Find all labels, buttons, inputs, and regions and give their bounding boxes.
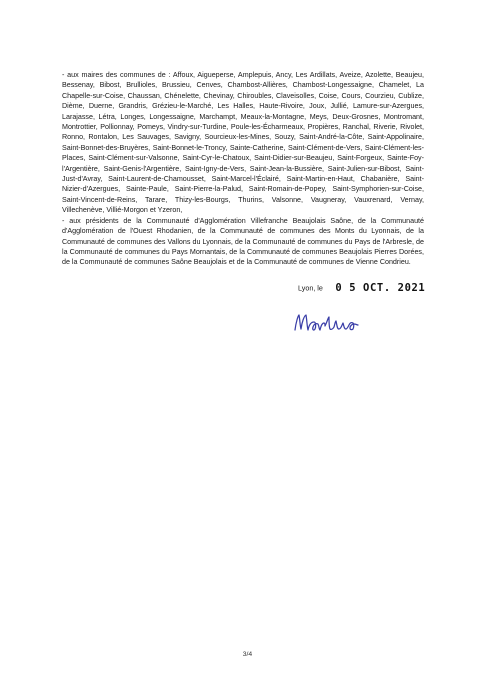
paragraph-maires: - aux maires des communes de : Affoux, Aigueperse, Amplepuis, Ancy, Les Ardillats, Aveize, Azolette, Beaujeu, Bessenay, Bibost, Brullioles, Brussieu, Cenves, Chambost-Allières, Chambost-Longessaigne, Chamelet, La Chapelle-sur-Coise, Chaussan, Chénelette, Chevinay, Chiroubles, Claveisolles, Coise, Cours, Courzieu, Cublize, Dième, Duerne, Grandris, Grézieu-le-Marché, Les Halles, Haute-Rivoire, Joux, Jullié, Lamure-sur-Azergues, Larajasse, Létra, Longes, Longessaigne, Marchampt, Meaux-la-Montagne, Meys, Deux-Grosnes, Montromant, Montrottier, Pollionnay, Pomeys, Vindry-sur-Turdine, Poule-les-Écharmeaux, Propières, Ranchal, Riverie, Rivolet, Ronno, Rontalon, Les Sauvages, Savigny, Sourcieux-les-Mines, Souzy, Saint-André-la-Côte, Saint-Appolinaire, Saint-Bonnet-des-Bruyères, Saint-Bonnet-le-Troncy, Sainte-Catherine, Saint-Clément-de-Vers, Saint-Clément-les-Places, Saint-Clément-sur-Valsonne, Saint-Cyr-le-Chatoux, Saint-Didier-sur-Beaujeu, Saint-Forgeux, Sainte-Foy-l'Argentière, Saint-Genis-l'Argentière, Saint-Igny-de-Vers, Saint-Jean-la-Bussière, Saint-Julien-sur-Bibost, Saint-Just-d'Avray, Saint-Laurent-de-Chamousset, Saint-Marcel-l'Éclairé, Saint-Martin-en-Haut, Chabanière, Saint-Nizier-d'Azergues, Sainte-Paule, Saint-Pierre-la-Palud, Saint-Romain-de-Popey, Saint-Symphorien-sur-Coise, Saint-Vincent-de-Reins, Tarare, Thizy-les-Bourgs, Thurins, Valsonne, Vaugneray, Vauxrenard, Vernay, Villechenève, Villié-Morgon et Yzeron, xyxy=(62,71,424,215)
date-line xyxy=(298,279,428,297)
document-body xyxy=(62,70,424,268)
date-stamp: 0 5 OCT. 2021 xyxy=(335,281,426,295)
paragraph-presidents: - aux présidents de la Communauté d'Agglomération Villefranche Beaujolais Saône, de la Communauté d'Agglomération de l'Ouest Rhodanien, de la Communauté de communes des Monts du Lyonnais, de la Communauté de communes des Vallons du Lyonnais, de la Communauté de communes du Pays de l'Arbresle, de la Communauté de communes du Pays Mornantais, de la Communauté de communes Beaujolais Pierres Dorées, de la Communauté de communes Saône Beaujolais et de la Communauté de communes de Vienne Condrieu. xyxy=(62,216,424,267)
page-number: 3/4 xyxy=(242,651,253,658)
date-label: Lyon, le xyxy=(298,283,323,293)
handwritten-signature xyxy=(292,308,372,336)
